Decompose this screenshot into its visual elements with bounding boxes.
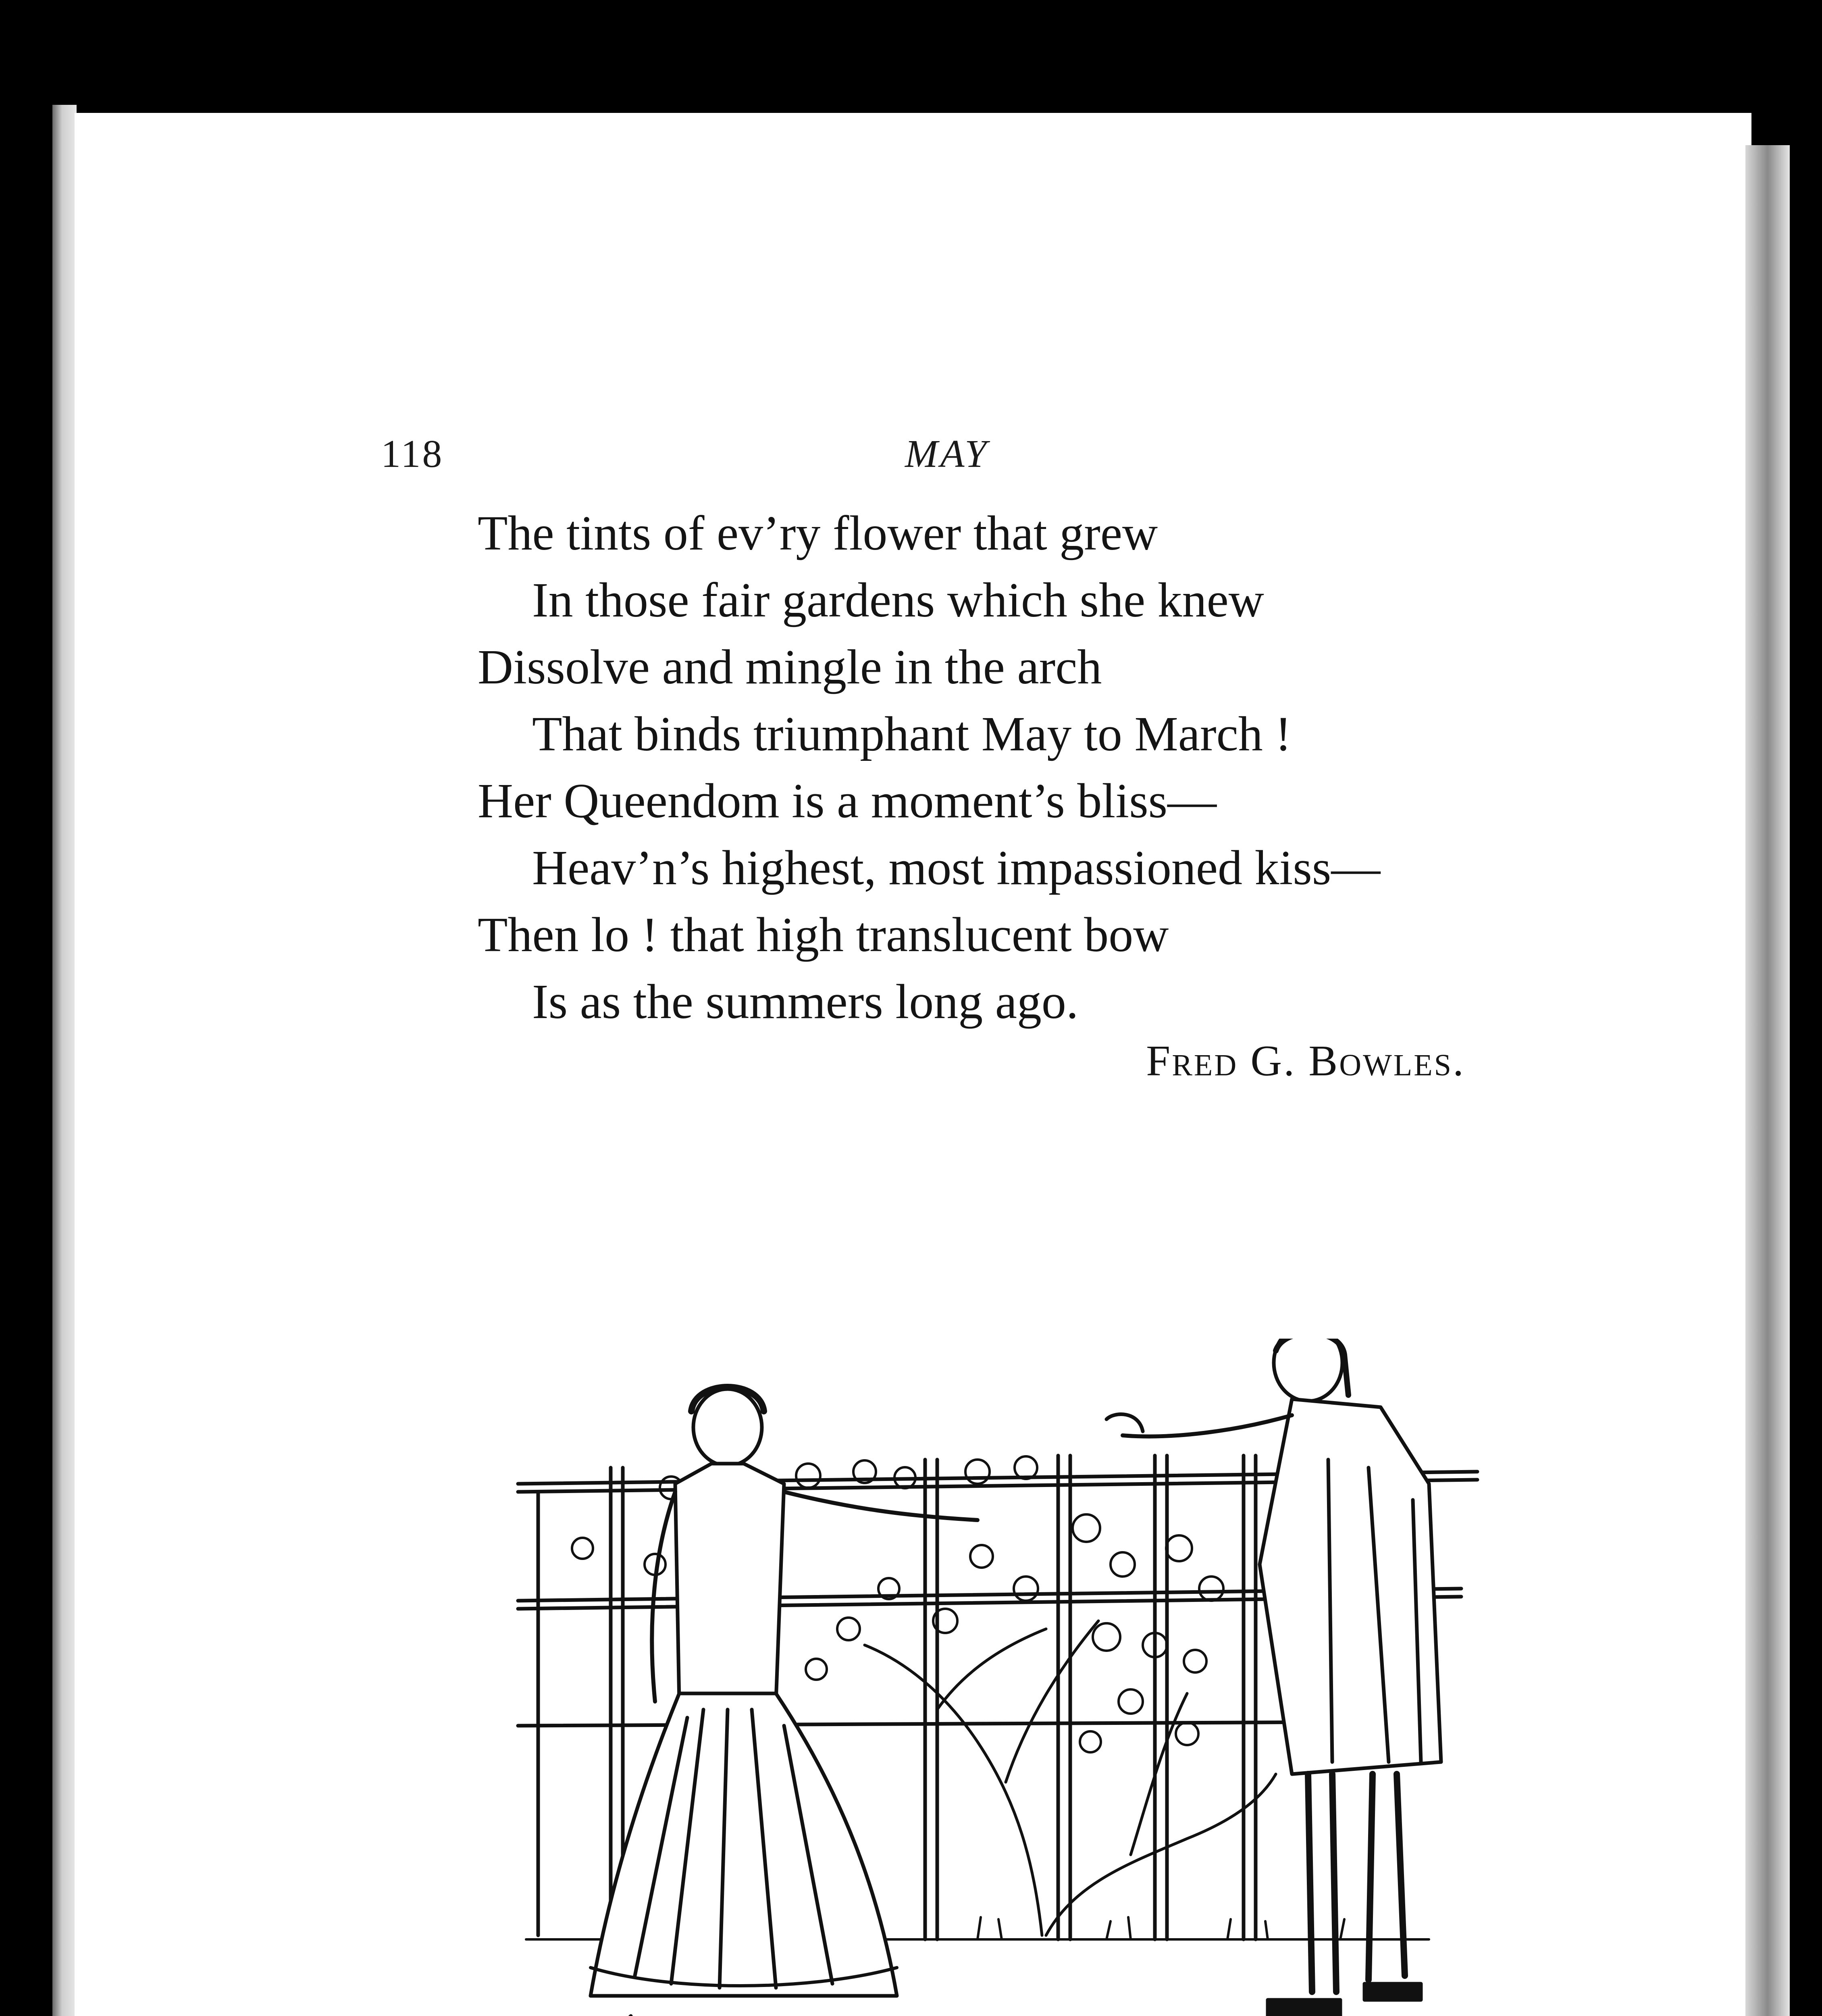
poem-line: In those fair gardens which she knew (532, 573, 1264, 627)
poem (478, 500, 1606, 1035)
book-page (75, 113, 1751, 2016)
poem-line: Then lo ! that high translucent bow (478, 908, 1169, 962)
poem-line: Dissolve and mingle in the arch (478, 640, 1102, 694)
author-signature: Fred G. Bowles. (1146, 1037, 1465, 1085)
poem-line: Is as the summers long ago. (532, 975, 1079, 1029)
garden-illustration (502, 1339, 1542, 2016)
page-edge-right (1745, 145, 1790, 2016)
running-head (75, 431, 1751, 480)
poem-line: The tints of ev’ry flower that grew (478, 506, 1158, 560)
poem-line: Heav’n’s highest, most impassioned kiss— (532, 841, 1381, 895)
poem-line: Her Queendom is a moment’s bliss— (478, 774, 1217, 828)
poem-line: That binds triumphant May to March ! (532, 707, 1292, 761)
page-number: 118 (381, 432, 444, 476)
page-edge-left (52, 105, 77, 2016)
running-head-title: MAY (905, 432, 989, 476)
